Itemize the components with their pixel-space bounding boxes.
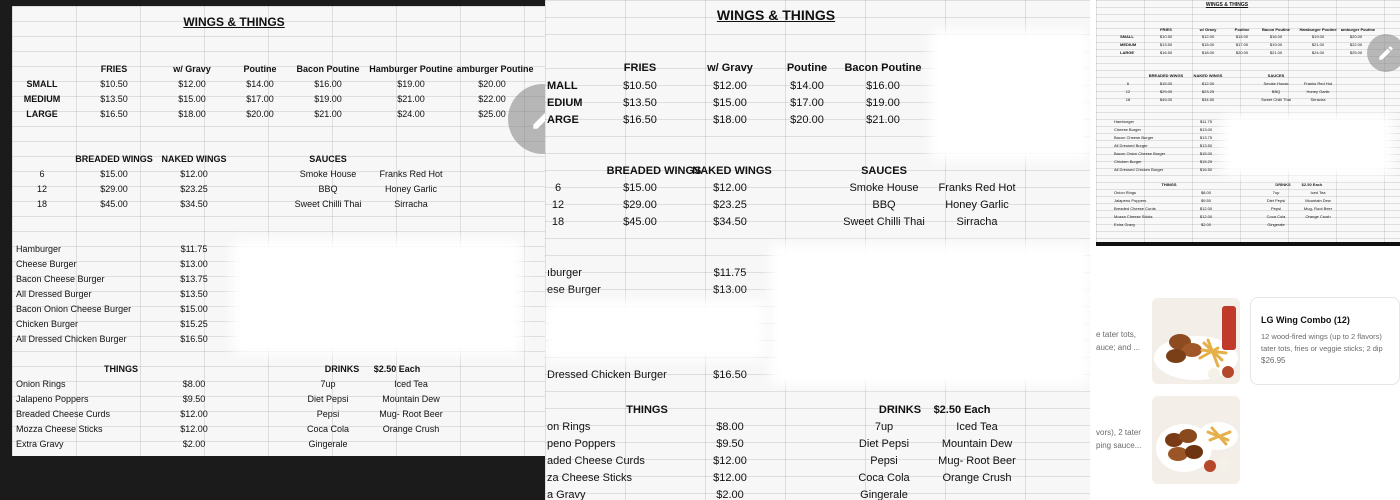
burger-name: Hamburger [1114,119,1135,124]
thing-price: $2.00 [716,489,744,500]
burger-price: $13.50 [180,289,208,299]
burger-price: $15.25 [1199,159,1213,164]
price-cell: $21.00 [1269,50,1283,55]
thing-name: Jalapeno Poppers [1114,198,1147,203]
row-label-large: LARGE [26,109,58,119]
drink-item: Iced Tea [394,379,428,389]
price-cell: $34.50 [180,199,208,209]
price-cell: $12.00 [178,79,206,89]
item-desc-fragment: vors), 2 tater [1096,428,1141,437]
burger-name: Chicken Burger [1114,159,1142,164]
header-drinks: DRINKS [324,364,360,374]
menu-photo-1[interactable] [0,0,545,500]
sauce-item: BBQ [872,199,896,211]
thing-price: $12.00 [1199,206,1213,211]
sauce-item: Sirracha [394,199,428,209]
item-desc-fragment: auce; and ... [1096,343,1141,352]
burger-name: ıburger [547,267,582,279]
drink-item: 7up [874,421,894,433]
col-header-fries: FRIES [623,62,657,74]
price-cell: $16.50 [100,109,128,119]
price-cell: $13.50 [100,94,128,104]
col-header-hamburger-poutine-2: amburger Poutine [1340,27,1376,32]
thing-name: Breaded Cheese Curds [1114,206,1156,211]
drink-item: Pepsi [870,455,898,467]
price-cell: $25.00 [1349,50,1363,55]
item-desc: 12 wood-fired wings (up to 2 flavors) [1261,332,1382,341]
burger-name: Bacon Cheese Burger [16,274,105,284]
price-cell: $15.00 [1201,42,1215,47]
thing-name: Extra Gravy [1114,222,1136,227]
burger-name: Chicken Burger [16,319,79,329]
menu-item-card[interactable] [1250,297,1400,385]
drinks-price: $2.50 Each [933,404,991,416]
wing-count: 6 [1126,81,1130,86]
drink-item: Gingerale [860,489,908,500]
price-cell: $21.00 [314,109,342,119]
wings-and-fries-photo[interactable] [1152,298,1240,384]
col-header-bacon-poutine: Bacon Poutine [844,62,922,74]
wing-count: 6 [554,182,562,194]
price-cell: $23.25 [713,199,747,211]
wing-count: 18 [36,199,48,209]
price-cell: $14.00 [790,80,824,92]
drink-item: Mug- Root Beer [938,455,1016,467]
price-cell: $17.00 [1235,42,1249,47]
price-cell: $16.00 [1269,34,1283,39]
sauce-item: Franks Red Hot [1303,81,1333,86]
col-header-hamburger-poutine: Hamburger Poutine [369,64,453,74]
price-cell: $25.00 [478,109,506,119]
price-cell: $15.00 [100,169,128,179]
burger-name: Cheese Burger [16,259,77,269]
sauce-item: Smoke House [1263,81,1289,86]
col-header-gravy: w/ Gravy [1199,27,1217,32]
drink-item: Pepsi [316,409,340,419]
price-cell: $20.00 [1235,50,1249,55]
burger-name: Dressed Chicken Burger [547,369,667,381]
price-cell: $19.00 [1269,42,1283,47]
burger-name: Bacon Onion Cheese Burger [1114,151,1166,156]
price-cell: $13.50 [623,97,657,109]
thing-price: $8.00 [716,421,744,433]
row-label-medium: MEDIUM [23,94,61,104]
sauce-item: BBQ [1271,89,1281,94]
header-naked-wings: NAKED WINGS [1193,73,1223,78]
burger-price: $16.50 [180,334,208,344]
col-header-bacon-poutine: Bacon Poutine [296,64,360,74]
menu-title: WINGS & THINGS [716,7,836,23]
drink-item: Iced Tea [1310,190,1326,195]
menu-photo-2[interactable] [545,0,1090,500]
drink-item: Mug- Root Beer [379,409,443,419]
price-cell: $24.00 [397,109,425,119]
burger-name: Bacon Cheese Burger [1114,135,1154,140]
redaction-blur [545,300,765,360]
thing-price: $9.50 [182,394,206,404]
item-desc-fragment: e tater tots, [1096,330,1137,339]
drink-item: Diet Pepsi [858,438,910,450]
price-cell: $12.00 [713,182,747,194]
price-cell: $34.50 [1201,97,1215,102]
col-header-poutine: Poutine [1234,27,1250,32]
drink-item: Mountain Dew [941,438,1013,450]
header-sauces: SAUCES [861,165,907,177]
price-cell: $19.00 [866,97,900,109]
burger-price: $15.00 [1199,151,1213,156]
thing-name: aded Cheese Curds [547,455,645,467]
burger-price: $15.00 [180,304,208,314]
price-cell: $20.00 [790,114,824,126]
wing-count: 12 [551,199,565,211]
drink-item: Coca Cola [1266,214,1286,219]
burger-price: $11.75 [180,244,208,254]
thing-price: $2.00 [1200,222,1212,227]
price-cell: $29.00 [1159,89,1173,94]
sauce-item: Sirracha [956,216,998,228]
thing-price: $12.00 [180,424,208,434]
drink-item: Mountain Dew [1305,198,1331,203]
price-cell: $14.00 [1235,34,1249,39]
item-title: LG Wing Combo (12) [1261,315,1350,325]
row-label-large: LARGE [1120,50,1134,55]
thing-price: $12.00 [1199,214,1213,219]
drink-item: 7up [1272,190,1280,195]
price-cell: $18.00 [178,109,206,119]
drink-item: Mountain Dew [382,394,440,404]
price-cell: $23.25 [1201,89,1215,94]
price-cell: $12.00 [180,169,208,179]
burger-name: Cheese Burger [1114,127,1141,132]
pencil-icon [530,106,545,132]
col-header-fries: FRIES [1160,27,1172,32]
price-cell: $21.00 [397,94,425,104]
sauce-item: Smoke House [299,169,357,179]
price-cell: $10.50 [1159,34,1173,39]
row-label-large: ARGE [547,114,579,126]
price-cell: $16.00 [866,80,900,92]
col-header-bacon-poutine: Bacon Poutine [1261,27,1291,32]
drink-item: Diet Pepsi [1266,198,1286,203]
price-cell: $12.00 [1201,34,1215,39]
sauce-item: Sirracha [1310,97,1326,102]
drink-item: Mug- Root Beer [1303,206,1333,211]
food-photo-art [1152,298,1240,384]
price-cell: $10.50 [623,80,657,92]
price-cell: $17.00 [790,97,824,109]
price-cell: $15.00 [178,94,206,104]
thing-price: $12.00 [180,409,208,419]
wing-count: 12 [1125,89,1131,94]
drink-item: Iced Tea [956,421,998,433]
burger-name: Hamburger [16,244,62,254]
burger-name: All Dressed Burger [16,289,92,299]
price-cell: $19.00 [314,94,342,104]
burger-price: $16.50 [713,369,747,381]
burger-price: $15.25 [180,319,208,329]
item-desc: tater tots, fries or veggie sticks; 2 dip [1261,344,1383,353]
col-header-poutine: Poutine [786,62,828,74]
price-cell: $22.00 [1349,42,1363,47]
row-label-small: SMALL [26,79,58,89]
price-cell: $45.00 [623,216,657,228]
drink-item: 7up [320,379,336,389]
burger-name: ese Burger [547,284,601,296]
thing-name: peno Poppers [547,438,616,450]
price-cell: $20.00 [246,109,274,119]
header-breaded-wings: BREADED WINGS [606,165,702,177]
listing-panel [1092,0,1400,500]
drink-item: Orange Crush [382,424,440,434]
sauce-item: Sweet Chilli Thai [843,216,925,228]
header-sauces: SAUCES [1267,73,1285,78]
item-price: $26.95 [1261,356,1286,365]
thing-price: $8.00 [1200,190,1212,195]
price-cell: $24.00 [1311,50,1325,55]
thing-name: Onion Rings [16,379,66,389]
burger-price: $13.75 [180,274,208,284]
thing-price: $12.00 [713,472,747,484]
redaction-blur [930,30,1090,160]
burger-price: $11.75 [1200,119,1212,124]
header-naked-wings: NAKED WINGS [161,154,227,164]
row-label-small: MALL [547,80,578,92]
price-cell: $29.00 [623,199,657,211]
sauce-item: Franks Red Hot [379,169,443,179]
col-header-poutine: Poutine [243,64,277,74]
wing-count: 18 [1125,97,1131,102]
price-cell: $23.25 [180,184,208,194]
price-cell: $19.00 [397,79,425,89]
col-header-fries: FRIES [100,64,128,74]
col-header-gravy: w/ Gravy [707,62,753,74]
price-cell: $18.00 [713,114,747,126]
thing-name: on Rings [547,421,591,433]
wing-count: 18 [551,216,565,228]
header-naked-wings: NAKED WINGS [692,165,772,177]
redaction-blur [1222,114,1392,176]
burger-name: All Dressed Chicken Burger [1114,167,1164,172]
burger-price: $13.00 [713,284,747,296]
price-cell: $20.00 [478,79,506,89]
sauce-item: Sweet Chilli Thai [1261,97,1291,102]
drink-item: Diet Pepsi [307,394,349,404]
thing-name: Mozza Cheese Sticks [16,424,103,434]
price-cell: $34.50 [713,216,747,228]
burger-name: All Dressed Burger [1114,143,1148,148]
header-things: THINGS [103,364,139,374]
sauce-item: BBQ [318,184,338,194]
thing-price: $2.00 [182,439,206,449]
price-cell: $15.00 [1159,81,1173,86]
header-things: THINGS [626,404,668,416]
thing-price: $8.00 [182,379,206,389]
sauce-item: Sweet Chilli Thai [294,199,362,209]
thing-price: $12.00 [713,455,747,467]
thing-name: a Gravy [547,489,586,500]
burger-price: $13.00 [180,259,208,269]
menu-title: WINGS & THINGS [1205,2,1249,8]
thing-name: Jalapeno Poppers [16,394,89,404]
sauce-item: Smoke House [849,182,919,194]
thing-name: Onion Rings [1114,190,1137,195]
thing-price: $9.50 [716,438,744,450]
price-cell: $17.00 [246,94,274,104]
price-cell: $22.00 [478,94,506,104]
price-cell: $18.00 [1201,50,1215,55]
price-cell: $12.00 [1201,81,1215,86]
redaction-blur [232,240,522,355]
price-cell: $19.00 [1311,34,1325,39]
wings-and-fries-photo[interactable] [1152,396,1240,484]
drink-item: Gingerale [308,439,348,449]
drink-item: Coca Cola [858,472,910,484]
burger-name: Bacon Onion Cheese Burger [16,304,132,314]
drink-item: Gingerale [1267,222,1285,227]
price-cell: $10.50 [100,79,128,89]
drinks-price: $2.50 Each [373,364,421,374]
sauce-item: Honey Garlic [1306,89,1330,94]
food-photo-art [1152,396,1240,484]
thing-name: Extra Gravy [16,439,64,449]
drink-item: Orange Crush [942,472,1012,484]
col-header-hamburger-poutine-2: amburger Poutine [456,64,534,74]
burger-price: $16.50 [1199,167,1213,172]
header-things: THINGS [1161,182,1177,187]
wing-count: 12 [36,184,48,194]
price-cell: $20.00 [1349,34,1363,39]
row-label-medium: MEDIUM [1120,42,1137,47]
row-label-small: SMALL [1120,34,1134,39]
price-cell: $15.00 [713,97,747,109]
header-breaded-wings: BREADED WINGS [75,154,153,164]
price-cell: $45.00 [1159,97,1173,102]
sauce-item: Franks Red Hot [938,182,1016,194]
price-cell: $16.50 [623,114,657,126]
header-drinks: DRINKS [878,404,922,416]
price-cell: $14.00 [246,79,274,89]
price-cell: $15.00 [623,182,657,194]
drink-item: Orange Crush [1305,214,1331,219]
header-breaded-wings: BREADED WINGS [1148,73,1184,78]
col-header-hamburger-poutine: Hamburger Poutine [1299,27,1337,32]
burger-name: All Dressed Chicken Burger [16,334,127,344]
price-cell: $45.00 [100,199,128,209]
redaction-blur [770,245,1090,385]
drinks-price: $2.50 Each [1301,182,1323,187]
price-cell: $29.00 [100,184,128,194]
header-sauces: SAUCES [309,154,347,164]
item-desc-fragment: ping sauce... [1096,441,1142,450]
burger-price: $11.75 [713,267,747,279]
row-label-medium: EDIUM [547,97,583,109]
drink-item: Coca Cola [306,424,350,434]
price-cell: $21.00 [1311,42,1325,47]
price-cell: $12.00 [713,80,747,92]
wing-count: 6 [39,169,45,179]
sauce-item: Honey Garlic [384,184,438,194]
pencil-icon [1377,44,1395,62]
col-header-gravy: w/ Gravy [173,64,211,74]
thing-price: $9.50 [1200,198,1212,203]
header-drinks: DRINKS [1275,182,1291,187]
price-cell: $13.50 [1159,42,1173,47]
drink-item: Pepsi [1270,206,1282,211]
burger-price: $13.50 [1199,143,1213,148]
price-cell: $16.00 [314,79,342,89]
sauce-item: Honey Garlic [945,199,1009,211]
edit-button[interactable] [1367,34,1400,72]
price-cell: $21.00 [866,114,900,126]
thing-name: Mozza Cheese Sticks [1114,214,1153,219]
menu-title: WINGS & THINGS [183,15,285,29]
burger-price: $13.75 [1199,135,1213,140]
thing-name: Breaded Cheese Curds [16,409,111,419]
price-cell: $16.50 [1159,50,1173,55]
thing-name: za Cheese Sticks [547,472,632,484]
burger-price: $13.00 [1199,127,1213,132]
